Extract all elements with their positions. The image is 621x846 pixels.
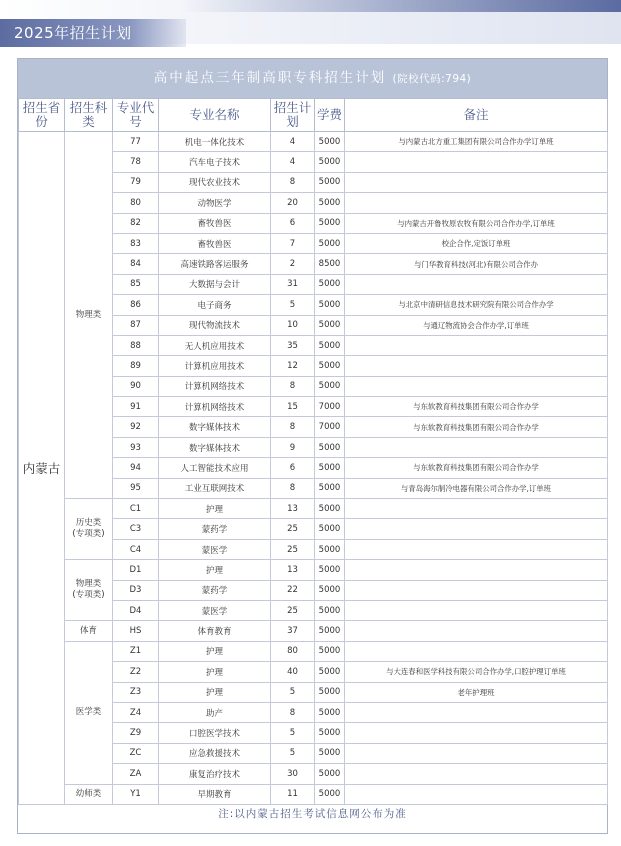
code-cell: 90 [113,376,159,396]
fee-cell: 5000 [315,213,345,233]
major-cell: 计算机网络技术 [159,376,271,396]
major-cell: 电子商务 [159,295,271,315]
major-cell: 畜牧兽医 [159,233,271,253]
fee-cell: 5000 [315,356,345,376]
table-row [19,499,608,519]
major-cell: 蒙医学 [159,600,271,620]
note-cell [345,274,608,294]
plan-cell: 9 [271,437,315,457]
col-category: 招生科类 [65,99,113,132]
note-cell: 老年护理班 [345,682,608,702]
note-cell [345,519,608,539]
note-cell [345,641,608,661]
fee-cell: 5000 [315,764,345,784]
plan-cell: 30 [271,764,315,784]
note-cell: 与东软教育科技集团有限公司合作办学 [345,458,608,478]
code-cell: D1 [113,560,159,580]
fee-cell: 5000 [315,172,345,192]
col-major: 专业名称 [159,99,271,132]
code-cell: 78 [113,152,159,172]
fee-cell: 5000 [315,641,345,661]
header-stripe [181,0,621,12]
code-cell: 91 [113,397,159,417]
plan-cell: 20 [271,193,315,213]
fee-cell: 7000 [315,397,345,417]
major-cell: 大数据与会计 [159,274,271,294]
note-cell [345,539,608,559]
fee-cell: 5000 [315,560,345,580]
banner-title: 高中起点三年制高职专科招生计划 [153,70,387,86]
code-cell: 80 [113,193,159,213]
note-cell [345,499,608,519]
major-cell: 计算机应用技术 [159,356,271,376]
table-body [19,132,608,805]
plan-cell: 5 [271,723,315,743]
fee-cell: 5000 [315,702,345,722]
plan-cell: 35 [271,335,315,355]
code-cell: 87 [113,315,159,335]
fee-cell: 5000 [315,376,345,396]
major-cell: 现代农业技术 [159,172,271,192]
major-cell: 数字媒体技术 [159,417,271,437]
major-cell: 口腔医学技术 [159,723,271,743]
note-cell [345,621,608,641]
fee-cell: 5000 [315,784,345,804]
note-cell: 与北京中清研信息技术研究院有限公司合作办学 [345,295,608,315]
code-cell: 94 [113,458,159,478]
note-cell [345,335,608,355]
major-cell: 护理 [159,560,271,580]
note-cell [345,356,608,376]
enrollment-table [18,98,608,805]
major-cell: 康复治疗技术 [159,764,271,784]
code-cell: 82 [113,213,159,233]
note-cell [345,702,608,722]
note-cell: 与通辽物流协会合作办学,订单班 [345,315,608,335]
category-cell: 医学类 [65,641,113,784]
note-cell [345,193,608,213]
plan-cell: 6 [271,458,315,478]
plan-cell: 37 [271,621,315,641]
plan-cell: 5 [271,682,315,702]
note-cell [345,764,608,784]
major-cell: 无人机应用技术 [159,335,271,355]
major-cell: 机电一体化技术 [159,132,271,152]
fee-cell: 5000 [315,295,345,315]
major-cell: 蒙药学 [159,580,271,600]
note-cell: 与门华教育科技(河北)有限公司合作办 [345,254,608,274]
fee-cell: 5000 [315,499,345,519]
note-cell [345,580,608,600]
note-cell [345,376,608,396]
code-cell: ZC [113,743,159,763]
note-cell [345,560,608,580]
note-cell: 与内蒙古北方重工集团有限公司合作办学订单班 [345,132,608,152]
plan-cell: 31 [271,274,315,294]
plan-cell: 6 [271,213,315,233]
code-cell: C1 [113,499,159,519]
code-cell: D3 [113,580,159,600]
fee-cell: 7000 [315,417,345,437]
category-cell: 体育 [65,621,113,641]
fee-cell: 5000 [315,600,345,620]
code-cell: C3 [113,519,159,539]
code-cell: 77 [113,132,159,152]
note-cell [345,600,608,620]
plan-cell: 13 [271,499,315,519]
plan-cell: 15 [271,397,315,417]
fee-cell: 5000 [315,152,345,172]
plan-cell: 25 [271,519,315,539]
fee-cell: 8500 [315,254,345,274]
code-cell: 92 [113,417,159,437]
fee-cell: 5000 [315,478,345,498]
plan-cell: 40 [271,662,315,682]
code-cell: HS [113,621,159,641]
plan-cell: 2 [271,254,315,274]
banner-code: (院校代码:794) [392,73,472,85]
code-cell: 88 [113,335,159,355]
note-cell: 与东软教育科技集团有限公司合作办学 [345,397,608,417]
major-cell: 护理 [159,662,271,682]
note-cell: 与青岛海尔制冷电器有限公司合作办学,订单班 [345,478,608,498]
code-cell: D4 [113,600,159,620]
col-note: 备注 [345,99,608,132]
major-cell: 汽车电子技术 [159,152,271,172]
table-row [19,621,608,641]
fee-cell: 5000 [315,662,345,682]
major-cell: 助产 [159,702,271,722]
note-cell [345,743,608,763]
major-cell: 护理 [159,641,271,661]
fee-cell: 5000 [315,132,345,152]
note-cell: 与大连春和医学科技有限公司合作办学,口腔护理订单班 [345,662,608,682]
plan-cell: 11 [271,784,315,804]
code-cell: Z3 [113,682,159,702]
plan-cell: 25 [271,600,315,620]
plan-cell: 4 [271,132,315,152]
plan-cell: 8 [271,702,315,722]
note-cell: 校企合作,定饭订单班 [345,233,608,253]
category-cell: 物理类 [65,132,113,499]
code-cell: 95 [113,478,159,498]
code-cell: Z1 [113,641,159,661]
fee-cell: 5000 [315,315,345,335]
plan-cell: 80 [271,641,315,661]
fee-cell: 5000 [315,437,345,457]
plan-cell: 8 [271,478,315,498]
fee-cell: 5000 [315,539,345,559]
plan-frame [17,58,608,834]
code-cell: Z4 [113,702,159,722]
plan-cell: 13 [271,560,315,580]
plan-cell: 8 [271,172,315,192]
fee-cell: 5000 [315,193,345,213]
fee-cell: 5000 [315,458,345,478]
table-row [19,132,608,152]
major-cell: 体育教育 [159,621,271,641]
major-cell: 计算机网络技术 [159,397,271,417]
code-cell: 85 [113,274,159,294]
code-cell: 84 [113,254,159,274]
plan-cell: 4 [271,152,315,172]
col-province: 招生省份 [19,99,65,132]
code-cell: 86 [113,295,159,315]
table-row [19,641,608,661]
note-cell [345,172,608,192]
code-cell: 79 [113,172,159,192]
code-cell: 89 [113,356,159,376]
fee-cell: 5000 [315,519,345,539]
major-cell: 人工智能技术应用 [159,458,271,478]
major-cell: 蒙药学 [159,519,271,539]
major-cell: 蒙医学 [159,539,271,559]
major-cell: 数字媒体技术 [159,437,271,457]
major-cell: 护理 [159,682,271,702]
fee-cell: 5000 [315,743,345,763]
plan-cell: 10 [271,315,315,335]
section-title: 2025年招生计划 [0,19,186,47]
fee-cell: 5000 [315,723,345,743]
code-cell: Z9 [113,723,159,743]
major-cell: 护理 [159,499,271,519]
note-cell [345,152,608,172]
table-row [19,560,608,580]
code-cell: Z2 [113,662,159,682]
major-cell: 现代物流技术 [159,315,271,335]
note-cell [345,437,608,457]
plan-cell: 25 [271,539,315,559]
plan-cell: 12 [271,356,315,376]
major-cell: 应急救援技术 [159,743,271,763]
fee-cell: 5000 [315,682,345,702]
major-cell: 早期教育 [159,784,271,804]
code-cell: Y1 [113,784,159,804]
table-banner [18,59,607,98]
category-cell: 幼师类 [65,784,113,804]
code-cell: ZA [113,764,159,784]
note-cell: 与内蒙古开鲁牧原农牧有限公司合作办学,订单班 [345,213,608,233]
col-fee: 学费 [315,99,345,132]
col-plan: 招生计划 [271,99,315,132]
major-cell: 畜牧兽医 [159,213,271,233]
fee-cell: 5000 [315,274,345,294]
note-cell [345,723,608,743]
fee-cell: 5000 [315,233,345,253]
note-cell: 与东软教育科技集团有限公司合作办学 [345,417,608,437]
major-cell: 工业互联网技术 [159,478,271,498]
major-cell: 动物医学 [159,193,271,213]
code-cell: C4 [113,539,159,559]
col-code: 专业代号 [113,99,159,132]
plan-cell: 22 [271,580,315,600]
code-cell: 93 [113,437,159,457]
fee-cell: 5000 [315,335,345,355]
plan-cell: 7 [271,233,315,253]
plan-cell: 5 [271,295,315,315]
plan-cell: 8 [271,376,315,396]
header-row [19,99,608,132]
fee-cell: 5000 [315,621,345,641]
code-cell: 83 [113,233,159,253]
province-cell: 内蒙古 [19,132,65,805]
major-cell: 高速铁路客运服务 [159,254,271,274]
plan-cell: 5 [271,743,315,763]
footer-note: 注:以内蒙古招生考试信息网公布为准 [218,808,407,820]
category-cell: 物理类 (专项类) [65,560,113,621]
plan-cell: 8 [271,417,315,437]
fee-cell: 5000 [315,580,345,600]
category-cell: 历史类 (专项类) [65,499,113,560]
